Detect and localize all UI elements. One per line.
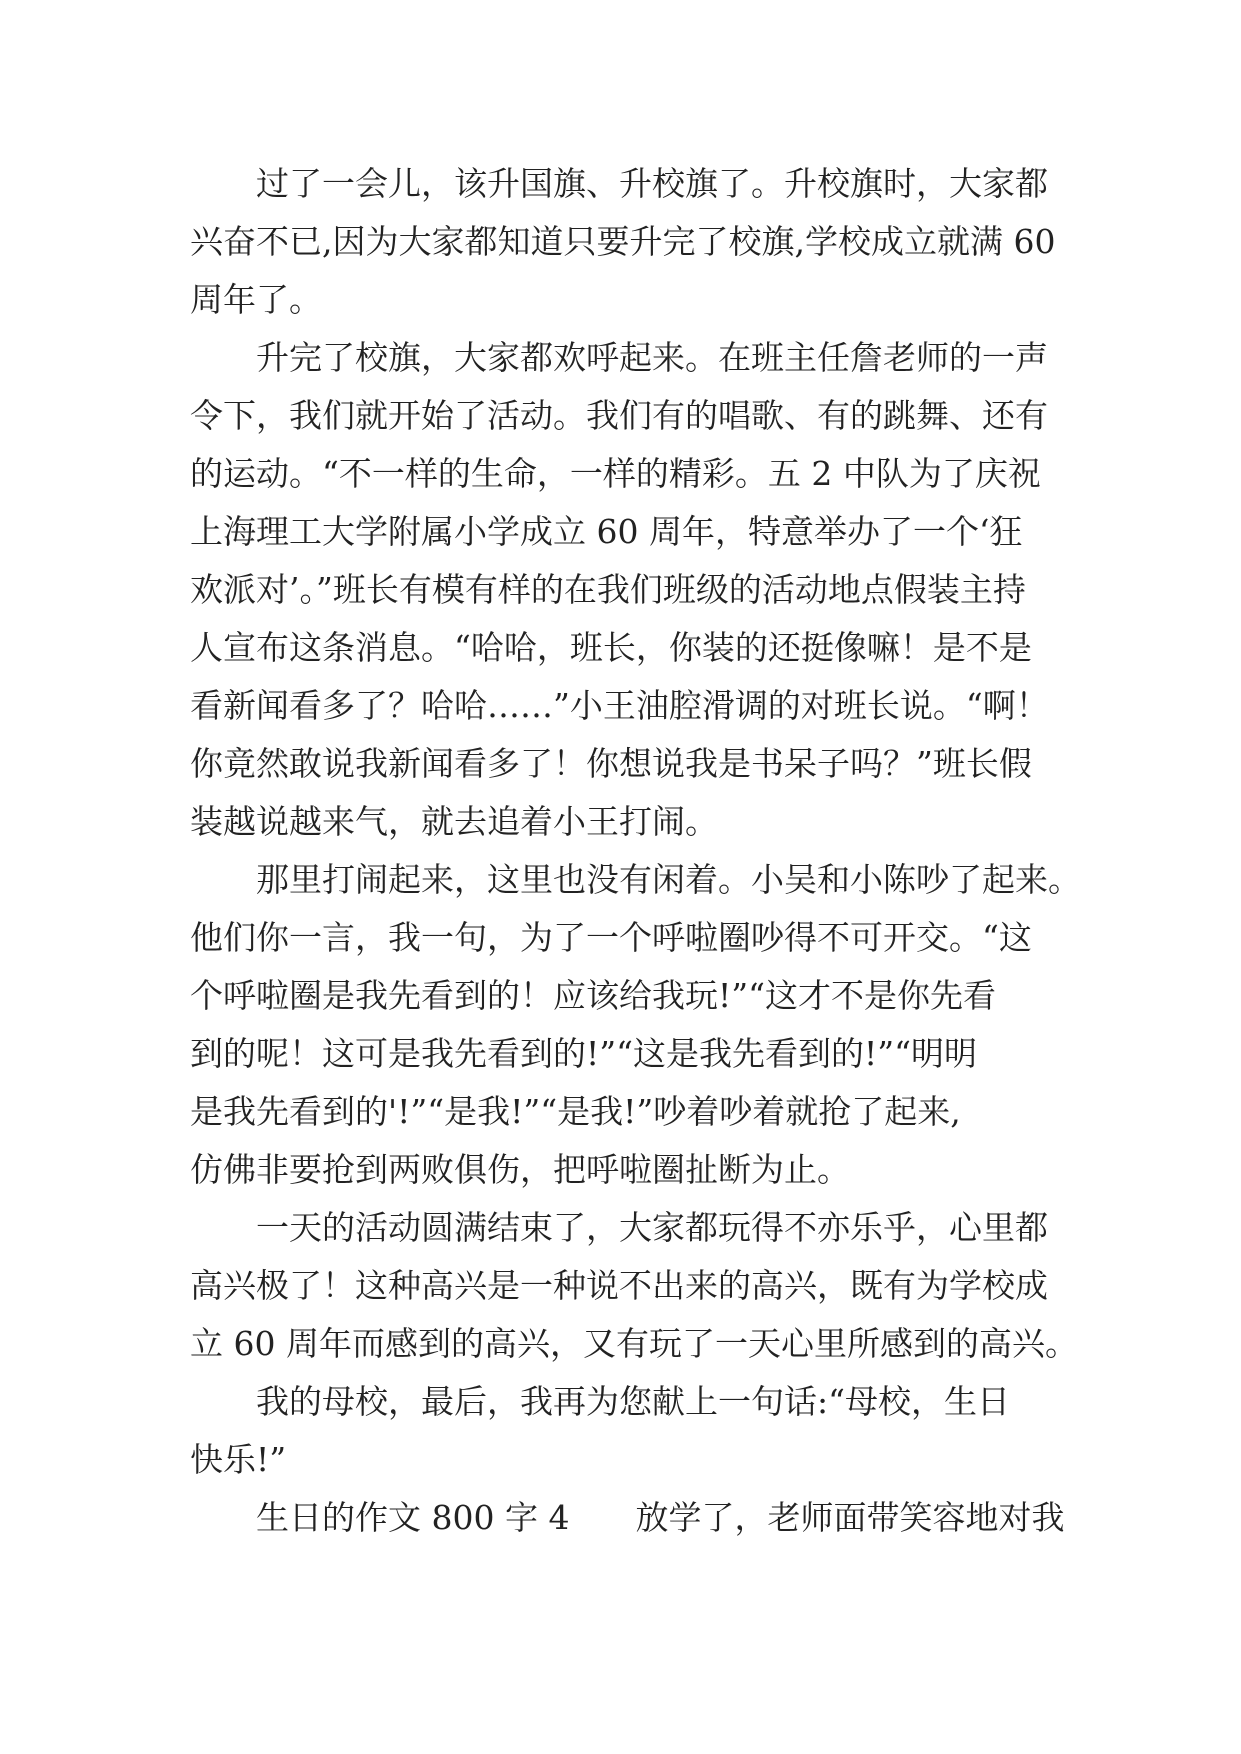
text-line: 是我先看到的'!”“是我!”“是我!”吵着吵着就抢了起来, <box>190 1092 961 1131</box>
essay-body <box>190 155 1081 1547</box>
text-line: 高兴极了！这种高兴是一种说不出来的高兴，既有为学校成 <box>190 1266 1048 1305</box>
text-line: 令下，我们就开始了活动。我们有的唱歌、有的跳舞、还有 <box>190 396 1048 435</box>
text-line: 周年了。 <box>190 280 322 319</box>
text-line: 人宣布这条消息。“哈哈，班长，你装的还挺像嘛！是不是 <box>190 628 1032 667</box>
paragraph-ending <box>190 1199 1078 1373</box>
text-line: 个呼啦圈是我先看到的！应该给我玩!”“这才不是你先看 <box>190 976 997 1015</box>
text-line: 一天的活动圆满结束了，大家都玩得不亦乐乎，心里都 <box>256 1208 1048 1247</box>
text-line: 装越说越来气，就去追着小王打闹。 <box>190 802 718 841</box>
text-line: 仿佛非要抢到两败俱伤，把呼啦圈扯断为止。 <box>190 1150 850 1189</box>
paragraph-next-essay <box>190 1489 1065 1547</box>
text-line: 看新闻看多了？哈哈……”小王油腔滑调的对班长说。“啊！ <box>190 686 1049 725</box>
text-line: 兴奋不已,因为大家都知道只要升完了校旗,学校成立就满 60 <box>190 222 1056 261</box>
paragraph-flag-raising <box>190 155 1060 329</box>
text-line: 他们你一言，我一句，为了一个呼啦圈吵得不可开交。“这 <box>190 918 1032 957</box>
text-line: 上海理工大学附属小学成立 60 周年，特意举办了一个‘狂 <box>190 512 1023 551</box>
text-line: 升完了校旗，大家都欢呼起来。在班主任詹老师的一声 <box>256 338 1048 377</box>
text-line: 我的母校，最后，我再为您献上一句话:“母校，生日 <box>256 1382 1010 1421</box>
text-line: 快乐!” <box>190 1440 287 1479</box>
paragraph-activities <box>190 329 1060 851</box>
text-line: 你竟然敢说我新闻看多了！你想说我是书呆子吗？”班长假 <box>190 744 1032 783</box>
text-line: 的运动。“不一样的生命，一样的精彩。五 2 中队为了庆祝 <box>190 454 1041 493</box>
text-line: 欢派对’。”班长有模有样的在我们班级的活动地点假装主持 <box>190 570 1026 609</box>
text-line: 过了一会儿，该升国旗、升校旗了。升校旗时，大家都 <box>256 164 1048 203</box>
text-line: 立 60 周年而感到的高兴，又有玩了一天心里所感到的高兴。 <box>190 1324 1078 1363</box>
paragraph-birthday-wish <box>190 1373 1060 1489</box>
text-line: 到的呢！这可是我先看到的!”“这是我先看到的!”“明明 <box>190 1034 978 1073</box>
paragraph-hula-hoop <box>190 851 1081 1199</box>
text-line: 那里打闹起来，这里也没有闲着。小吴和小陈吵了起来。 <box>256 860 1081 899</box>
text-line: 生日的作文 800 字 4 放学了，老师面带笑容地对我 <box>256 1498 1065 1537</box>
